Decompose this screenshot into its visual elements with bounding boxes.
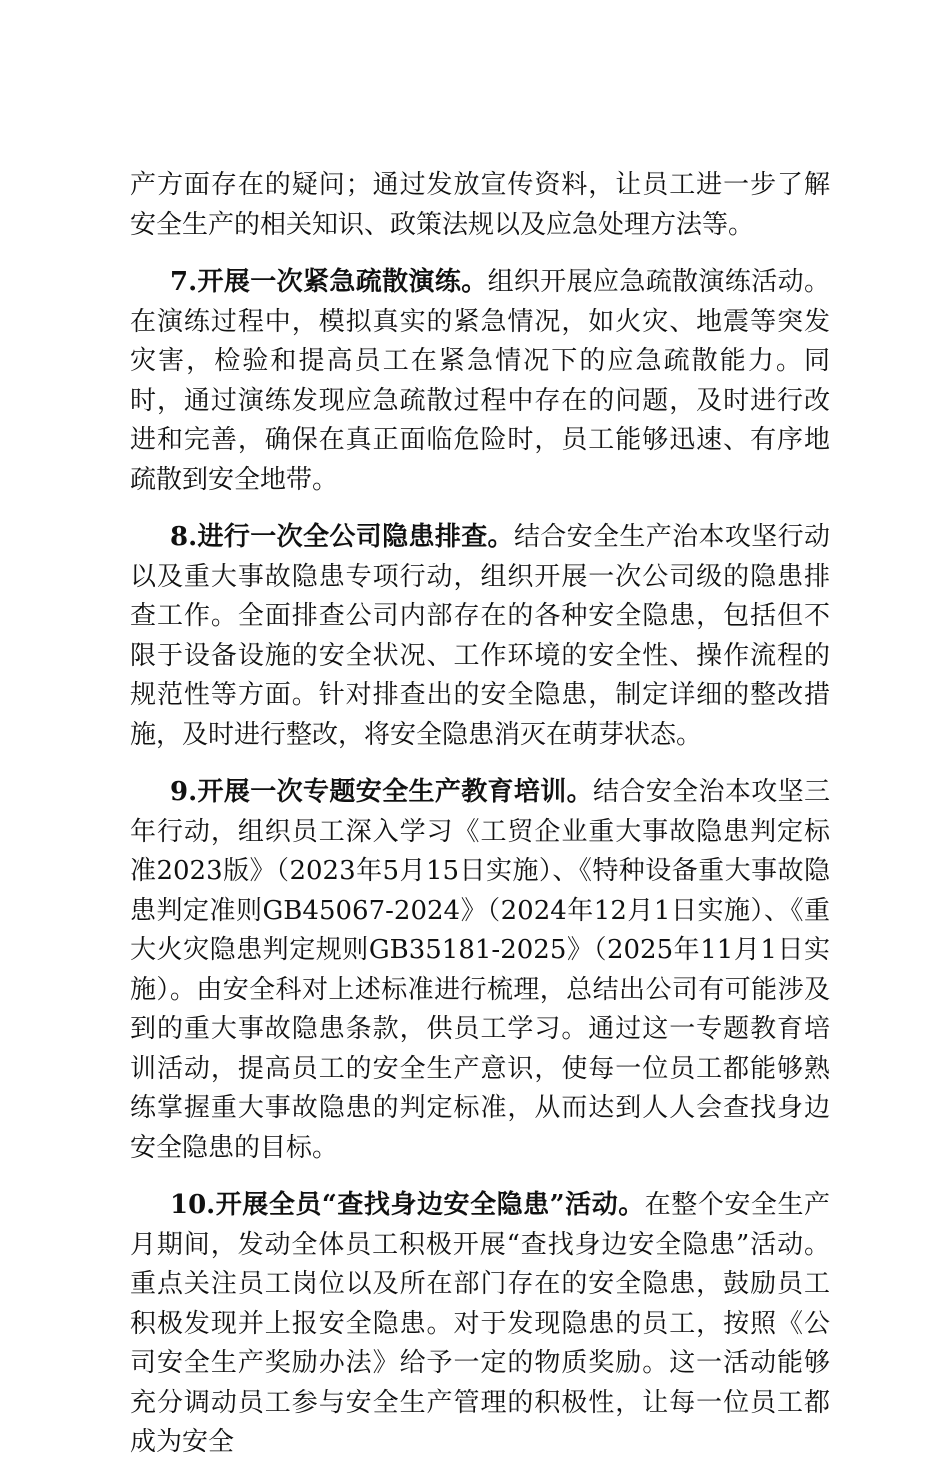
paragraph-item-10 — [130, 1186, 830, 1463]
item-heading: 10.开展全员“查找身边安全隐患”活动。 — [170, 1190, 645, 1220]
item-heading: 8.进行一次全公司隐患排查。 — [170, 522, 514, 552]
paragraph-body: 在整个安全生产月期间，发动全体员工积极开展“查找身边安全隐患”活动。重点关注员工岗位以及所在部门存在的安全隐患，鼓励员工积极发现并上报安全隐患。对于发现隐患的员工，按照《公司安全生产奖励办法》给予一定的物质奖励。这一活动能够充分调动员工参与安全生产管理的积极性，让每一位员工都成为安全 — [130, 1190, 830, 1457]
item-heading: 7.开展一次紧急疏散演练。 — [170, 267, 488, 297]
paragraph-item-7 — [130, 263, 830, 500]
paragraph-continuation — [130, 166, 830, 245]
paragraph-body: 组织开展应急疏散演练活动。在演练过程中，模拟真实的紧急情况，如火灾、地震等突发灾害，检验和提高员工在紧急情况下的应急疏散能力。同时，通过演练发现应急疏散过程中存在的问题，及时进行改进和完善，确保在真正面临危险时，员工能够迅速、有序地疏散到安全地带。 — [130, 267, 830, 495]
paragraph-item-9 — [130, 773, 830, 1168]
paragraph-body: 产方面存在的疑问；通过发放宣传资料，让员工进一步了解安全生产的相关知识、政策法规以及应急处理方法等。 — [130, 170, 830, 240]
paragraph-item-8 — [130, 518, 830, 755]
document-page — [130, 166, 830, 1463]
item-heading: 9.开展一次专题安全生产教育培训。 — [170, 777, 594, 807]
paragraph-body: 结合安全生产治本攻坚行动以及重大事故隐患专项行动，组织开展一次公司级的隐患排查工作。全面排查公司内部存在的各种安全隐患，包括但不限于设备设施的安全状况、工作环境的安全性、操作流程的规范性等方面。针对排查出的安全隐患，制定详细的整改措施，及时进行整改，将安全隐患消灭在萌芽状态。 — [130, 522, 830, 750]
paragraph-body: 结合安全治本攻坚三年行动，组织员工深入学习《工贸企业重大事故隐患判定标准2023版》（2023年5月15日实施）、《特种设备重大事故隐患判定准则GB45067-2024》（2024年12月1日实施）、《重大火灾隐患判定规则GB35181-2025》（2025年11月1日实施）。由安全科对上述标准进行梳理，总结出公司有可能涉及到的重大事故隐患条款，供员工学习。通过这一专题教育培训活动，提高员工的安全生产意识，使每一位员工都能够熟练掌握重大事故隐患的判定标准，从而达到人人会查找身边安全隐患的目标。 — [130, 777, 830, 1163]
